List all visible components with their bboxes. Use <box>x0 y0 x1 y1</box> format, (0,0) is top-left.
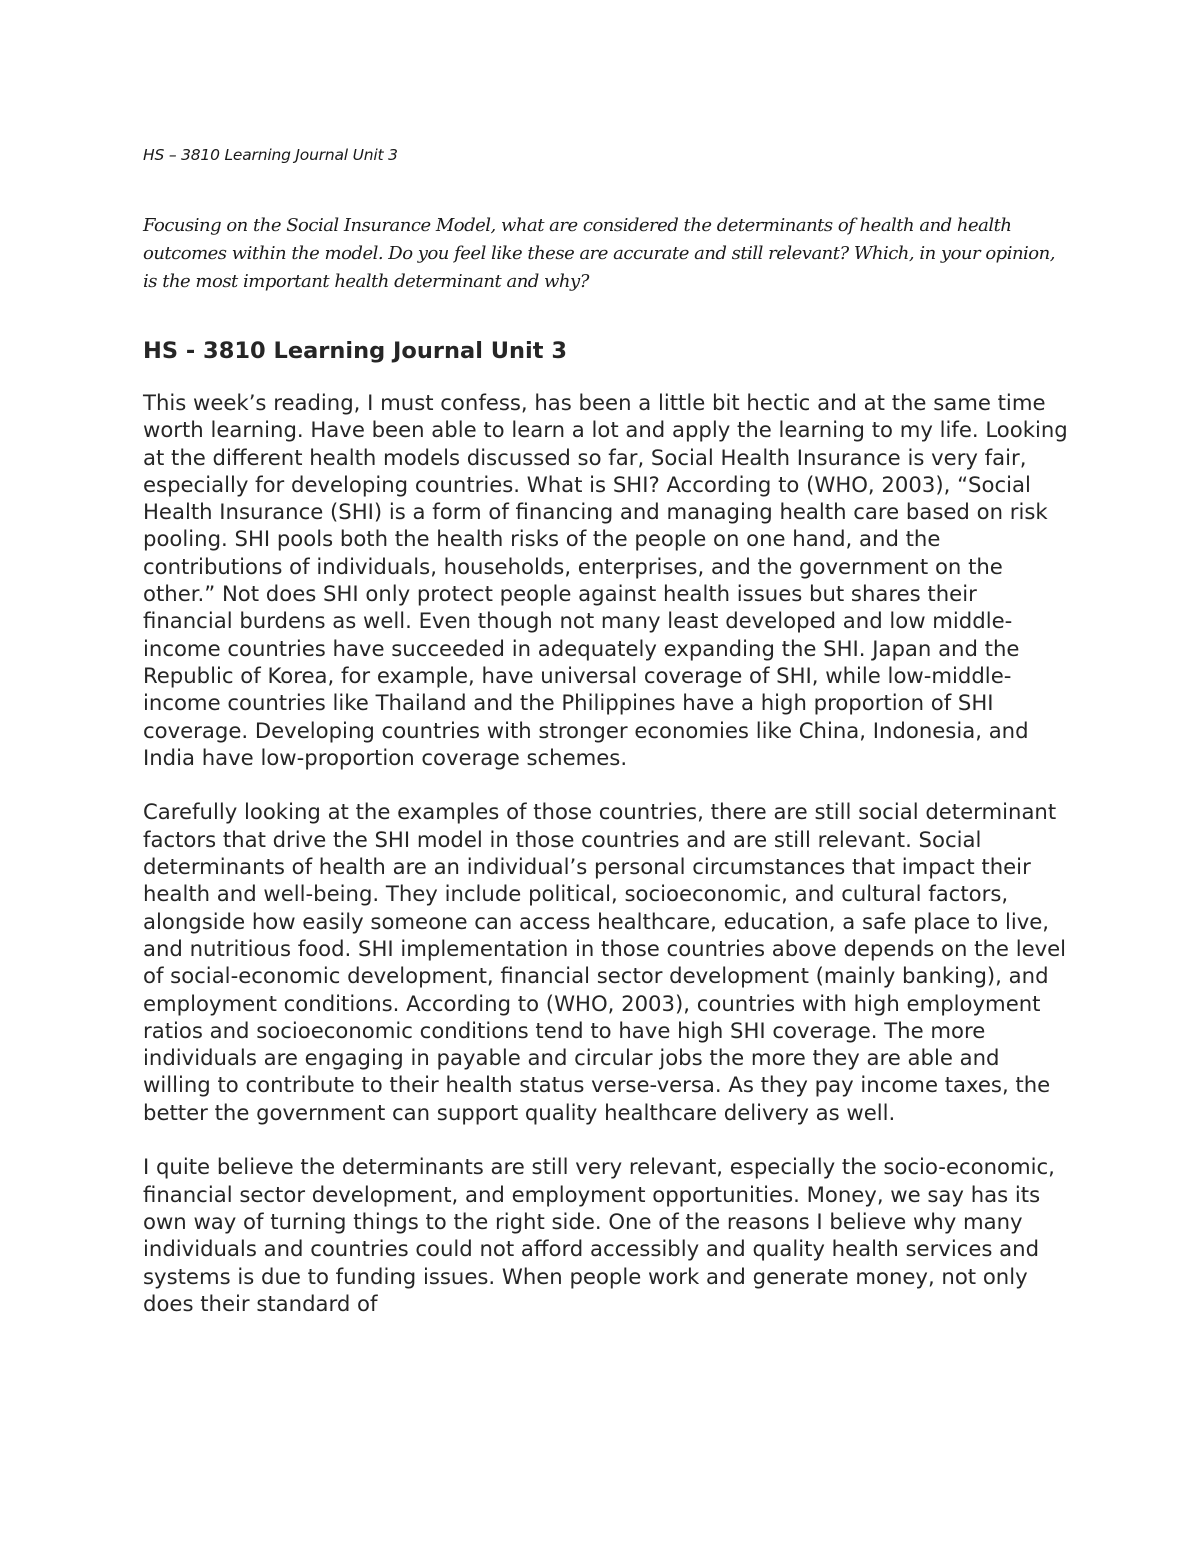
journal-body <box>143 389 1068 1344</box>
document-header-title: HS – 3810 Learning Journal Unit 3 <box>143 146 398 164</box>
body-paragraph-1: This week’s reading, I must confess, has been a little bit hectic and at the same time worth learning. Have been able to learn a lot and apply the learning to my life. Looking at the different health models discussed so far, Social Health Insurance is very fair, especially for developing countries. What is SHI? According to (WHO, 2003), “Social Health Insurance (SHI) is a form of financing and managing health care based on risk pooling. SHI pools both the health risks of the people on one hand, and the contributions of individuals, households, enterprises, and the government on the other.” Not does SHI only protect people against health issues but shares their financial burdens as well. Even though not many least developed and low middle-income countries have succeeded in adequately expanding the SHI. Japan and the Republic of Korea, for example, have universal coverage of SHI, while low-middle-income countries like Thailand and the Philippines have a high proportion of SHI coverage. Developing countries with stronger economies like China, Indonesia, and India have low-proportion coverage schemes. <box>143 390 1068 770</box>
body-paragraph-2: Carefully looking at the examples of those countries, there are still social determinant factors that drive the SHI model in those countries and are still relevant. Social determinants of health are an individual’s personal circumstances that impact their health and well-being. They include political, socioeconomic, and cultural factors, alongside how easily someone can access healthcare, education, a safe place to live, and nutritious food. SHI implementation in those countries above depends on the level of social-economic development, financial sector development (mainly banking), and employment conditions. According to (WHO, 2003), countries with high employment ratios and socioeconomic conditions tend to have high SHI coverage. The more individuals are engaging in payable and circular jobs the more they are able and willing to contribute to their health status verse-versa. As they pay income taxes, the better the government can support quality healthcare delivery as well. <box>143 799 1067 1125</box>
body-paragraph-3: I quite believe the determinants are still very relevant, especially the socio-economic, financial sector development, and employment opportunities. Money, we say has its own way of turning things to the right side. One of the reasons I believe why many individuals and countries could not afford accessibly and quality health services and systems is due to funding issues. When people work and generate money, not only does their standard of <box>143 1154 1055 1316</box>
journal-prompt: Focusing on the Social Insurance Model, what are considered the determinants of health and health outcomes within the model. Do you feel like these are accurate and still relevant? Which, in your opinion, is the most important health determinant and why? <box>143 215 1055 292</box>
journal-heading: HS - 3810 Learning Journal Unit 3 <box>143 338 567 364</box>
